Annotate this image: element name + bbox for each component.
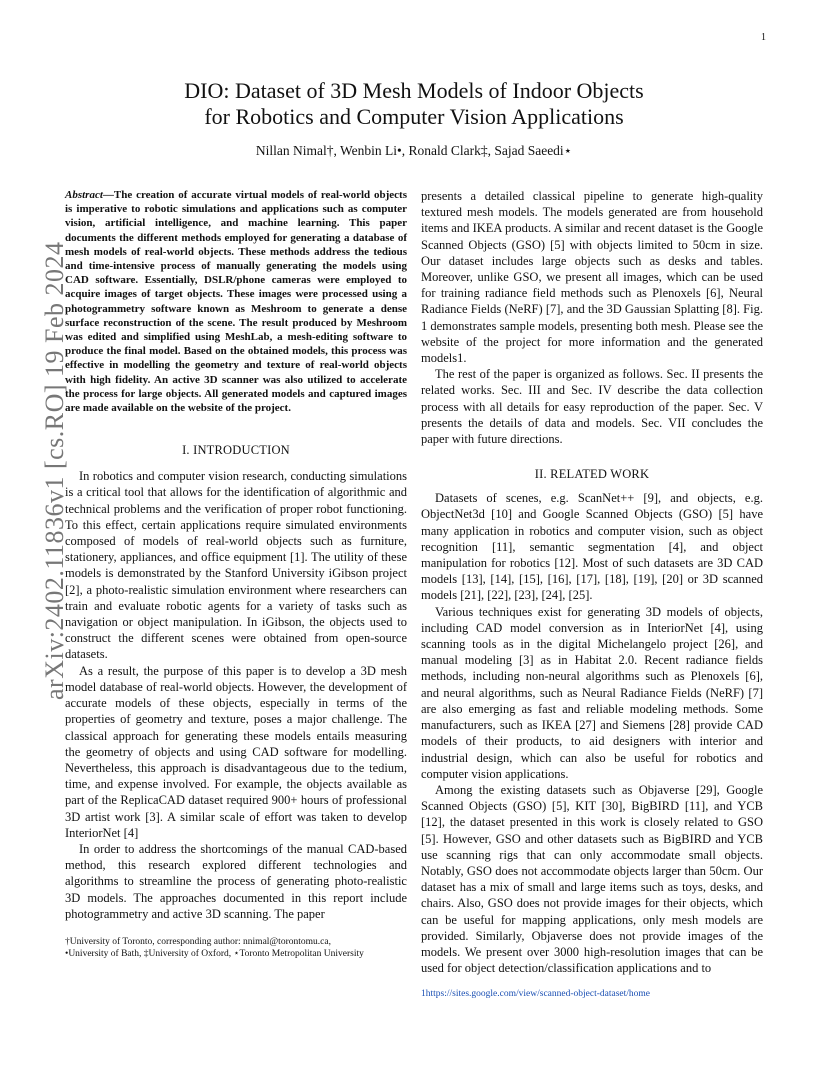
project-url-footnote[interactable]: 1https://sites.google.com/view/scanned-object-dataset/home [421,989,650,1000]
related-work-paragraph-2: Various techniques exist for generating 3D models of objects, including CAD model conversion as in InteriorNet [4], using scanning tools as in the digital Michelangelo project [26], and manual modeling [3] as in Habitat 2.0. Recent radiance fields methods, including non-neural algorithms such as Plenoxels [6], and neural algorithms, such as Neural Radiance Fields (NeRF) [7] are also emerging as fast and reliable modeling methods. Some manufacturers, such as IKEA [27] and Siemens [28] provide CAD models of their products, to aid designers with interior and industrial design, which can also be useful for robotics and computer vision applications. [421,604,763,781]
section-heading-related-work: II. RELATED WORK [534,467,650,482]
intro-continuation-paragraph: presents a detailed classical pipeline to generate high-quality textured mesh models. The models generated are from household items and IKEA products. A similar and recent dataset is the Google Scanned Objects (GSO) [5] with objects limited to 50cm in size. Our dataset includes large objects such as desks and tables. Moreover, unlike GSO, we present all images, which can be used for training radiance field methods such as Plenoxels [6], Neural Radiance Fields (NeRF) [7], and the 3D Gaussian Splatting [8]. Fig. 1 demonstrates sample models, presenting both mesh. Please see the website of the project for more information and the generated models1. [421,189,763,366]
left-column [65,188,407,960]
intro-paragraph-2: As a result, the purpose of this paper is to develop a 3D mesh model database of real-world objects. However, the development of accurate models of these objects, especially in terms of the properties of geometry and texture, poses a major challenge. The classical approach for generating these models entails measuring the geometry of objects and using CAD software for modelling. Nevertheless, this approach is disadvantageous due to the tedium, time, and expense involved. For example, the objects available as part of the ReplicaCAD dataset required 900+ hours of professional 3D artist work [3]. A similar scale of effort was taken to develop InteriorNet [4] [65,663,407,840]
abstract-label: Abstract [65,189,103,201]
intro-paragraph-3: In order to address the shortcomings of the manual CAD-based method, this research explored different technologies and algorithms to streamline the process of generating photo-realistic 3D models. The approaches documented in this report include photogrammetry and active 3D scanning. The paper [65,841,407,921]
title-line-1: DIO: Dataset of 3D Mesh Models of Indoor Objects [184,78,644,103]
author-list: Nillan Nimal†, Wenbin Li•, Ronald Clark‡, Sajad Saeedi⋆ [255,143,573,158]
affiliation-footnote-1: †University of Toronto, corresponding author: nnimal@torontomu.ca, [65,936,331,947]
abstract-text: —The creation of accurate virtual models of real-world objects is imperative to robotic simulations and applications such as computer vision, artificial intelligence, and machine learning. This paper documents the different methods employed for generating a database of mesh models of real-world objects. These methods address the tedious and time-intensive process of manually generating the models using CAD software. Essentially, DSLR/phone cameras were employed to acquire images of target objects. These images were processed using a photogrammetry software known as Meshroom to generate a dense surface reconstruction of the scene. The result produced by Meshroom was edited and simplified using MeshLab, a mesh-editing software to produce the final model. Based on the obtained models, this process was effective in modelling the geometry and texture of real-world objects with high fidelity. An active 3D scanner was also utilized to accelerate the process for large objects. All generated models and captured images are made available on the website of the project. [65,189,407,415]
related-work-paragraph-3: Among the existing datasets such as Objaverse [29], Google Scanned Objects (GSO) [5], KIT [30], BigBIRD [11], and YCB [12], the dataset presented in this work is closely related to GSO [5]. However, GSO and other datasets such as BigBIRD and YCB use scanning rigs that can only accommodate small objects. Notably, GSO does not accommodate objects larger than 50cm. Our dataset has a mix of small and large items such as toys, desks, and chairs. Also, GSO does not provide images for their objects, which can be useful for mapping applications, only mesh models are provided. Similarly, Objaverse does not provide images of the models. We present over 3000 high-resolution images that can be used for object detection/classification applications and to [421,782,763,976]
title-line-2: for Robotics and Computer Vision Applications [204,104,624,129]
related-work-paragraph-1: Datasets of scenes, e.g. ScanNet++ [9], and objects, e.g. ObjectNet3d [10] and Google Scanned Objects (GSO) [5] have many application in robotics and computer vision, such as object recognition [11], semantic segmentation [4], and object manipulation for robotics [12]. Most of such datasets are 3D CAD models [13], [14], [15], [16], [17], [18], [19], [20] or 3D scanned models [21], [22], [23], [24], [25]. [421,491,763,603]
paper-organization-paragraph: The rest of the paper is organized as follows. Sec. II presents the related works. Sec. III and Sec. IV describe the data collection process with all details for easy reproduction of the paper. Sec. V presents the details of data and models. Sec. VII concludes the paper with future directions. [421,367,763,447]
arxiv-identifier[interactable]: arXiv:2402.11836v1 [cs.RO] 19 Feb 2024 [40,241,69,700]
abstract [65,188,407,415]
affiliation-footnote-2: •University of Bath, ‡University of Oxford, ⋆Toronto Metropolitan University [65,948,364,959]
section-heading-introduction: I. INTRODUCTION [182,443,290,458]
right-column [421,188,763,1000]
paper-title [0,78,828,130]
intro-paragraph-1: In robotics and computer vision research, conducting simulations is a critical tool that allows for the identification of algorithmic and technical problems and the verification of proper robot functioning. To this effect, certain applications require simulated environments composed of models of real-world objects such as furniture, stationery, appliances, and office equipment [1]. The utility of these models is demonstrated by the Stanford University iGibson project [2], a photo-realistic simulation environment where researchers can train and evaluate robotic agents for a variety of tasks such as navigation or object manipulation. In iGibson, the objects used to construct the different scenes were obtained from open-source datasets. [65,469,407,662]
page-number: 1 [761,32,766,43]
